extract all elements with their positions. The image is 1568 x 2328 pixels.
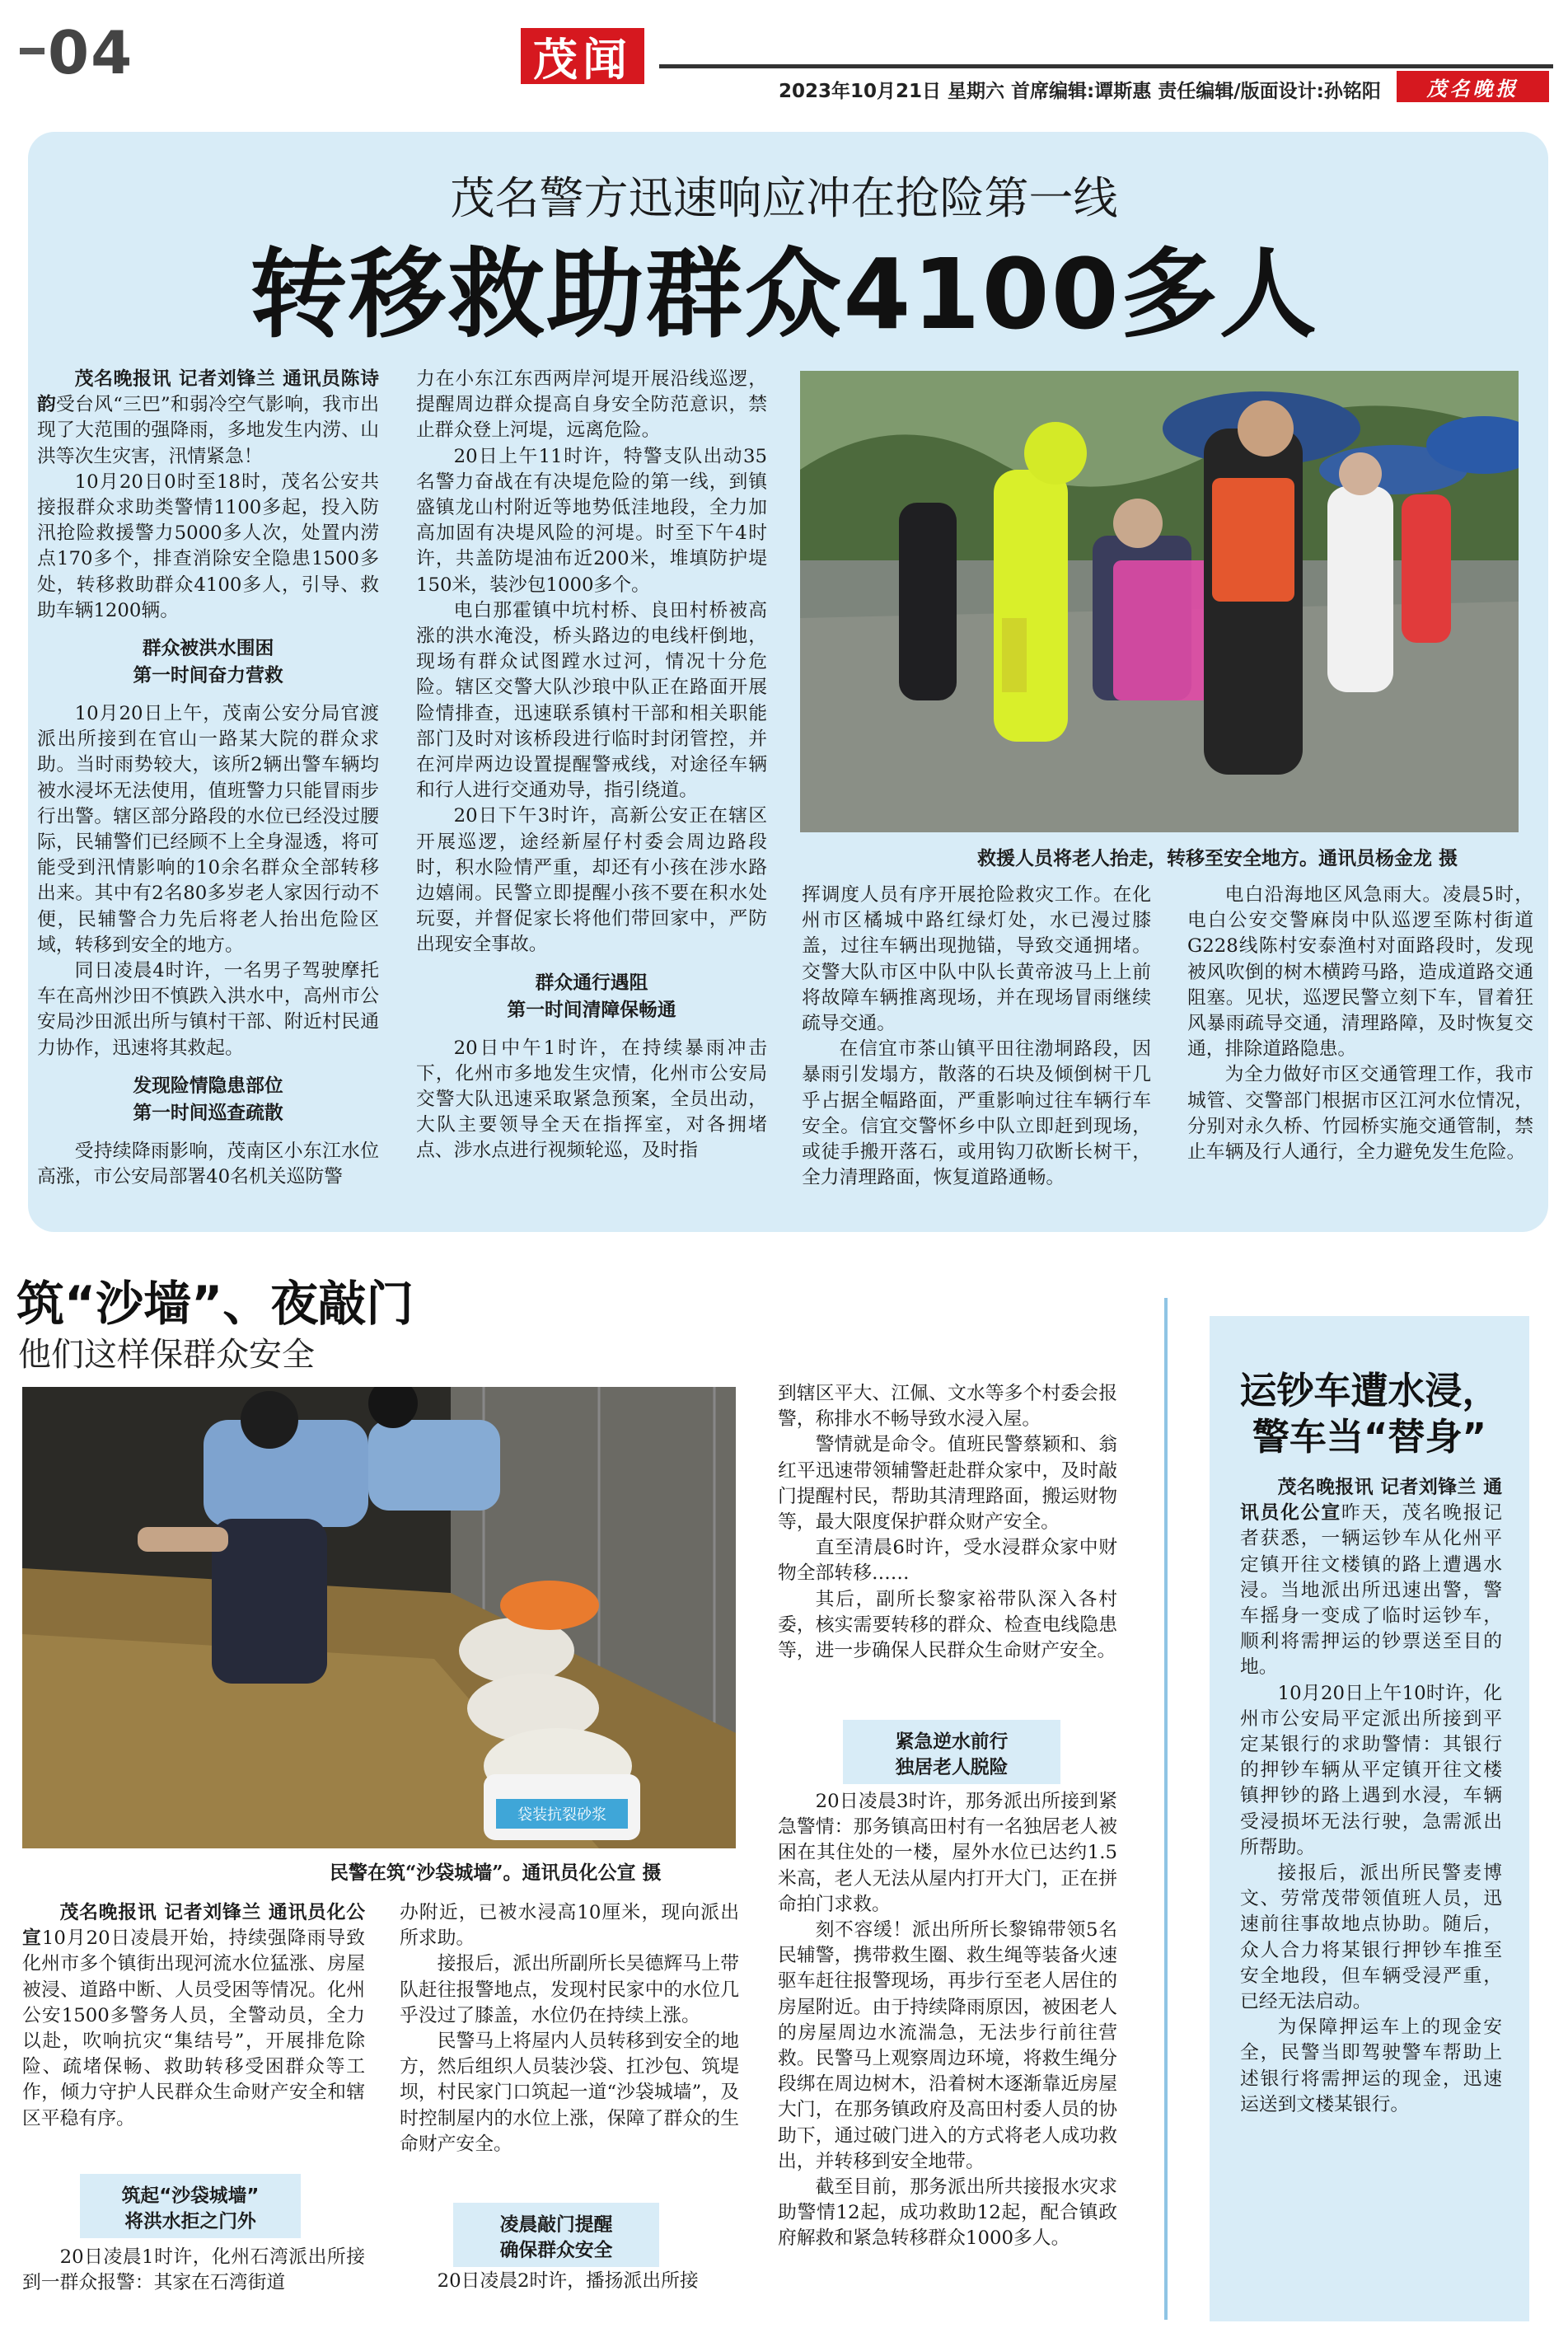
- paragraph: 挥调度人员有序开展抢险救灾工作。在化州市区橘城中路红绿灯处，水已漫过膝盖，过往车辆出现抛锚，导致交通拥堵。交警大队市区中队中队长黄帝波马上上前将故障车辆推离现场，并在现场冒雨继续疏导交通。: [802, 884, 1151, 1035]
- subheading-line: 确保群众安全: [499, 2240, 613, 2261]
- story2-byline: 茂名晚报讯 记者刘锋兰 通讯员化公宣: [22, 1902, 365, 1950]
- story2-column-2: [400, 1900, 739, 2157]
- story2-column-2-cont: [400, 2269, 739, 2294]
- paragraph: 20日凌晨3时许，那务派出所接到紧急警情：那务镇高田村有一名独居老人被困在其住处的一楼，屋外水位已达约1.5米高，老人无法从屋内打开大门，正在拼命拍门求救。: [778, 1791, 1117, 1915]
- subheading: [37, 1073, 379, 1127]
- section-title: 茂闻: [521, 28, 644, 84]
- top-story-kicker: 茂名警方迅速响应冲在抢险第一线: [450, 172, 1118, 224]
- story2-box-subheading-2: [453, 2203, 659, 2267]
- paragraph: 接报后，派出所民警麦博文、劳常茂带领值班人员，迅速前往事故地点协助。随后，众人合力将某银行押钞车推至安全地段，但车辆受浸严重，已经无法启动。: [1240, 1862, 1502, 2013]
- paragraph: 受台风“三巴”和弱冷空气影响，我市出现了大范围的强降雨，多地发生内涝、山洪等次生灾害，汛情紧急！: [37, 394, 380, 467]
- top-story-byline: 茂名晚报讯 记者刘锋兰 通讯员陈诗韵: [37, 368, 379, 416]
- story2-subhead: 他们这样保群众安全: [18, 1336, 315, 1374]
- header-rule: [659, 64, 1553, 68]
- sidebar-headline: [1210, 1368, 1529, 1460]
- paragraph: 20日中午1时许，在持续暴雨冲击下，化州市多地发生灾情，化州市公安局交警大队迅速采取紧急预案，全员出动，大队主要领导全天在指挥室，对各拥堵点、涉水点进行视频轮巡，及时指: [416, 1037, 767, 1162]
- paragraph: 在信宜市茶山镇平田往渤垌路段，因暴雨引发塌方，散落的石块及倾倒树干几乎占据全幅路面，严重影响过往车辆行车安全。信宜交警怀乡中队立即赶到现场，或徒手搬开落石，或用钩刀砍断长树干，全力清理路面，恢复道路通畅。: [802, 1038, 1151, 1189]
- sidebar-headline-line: 运钞车遭水浸，: [1239, 1369, 1500, 1412]
- subheading-line: 独居老人脱险: [895, 1757, 1009, 1778]
- subheading-line: 群众被洪水围困: [142, 638, 274, 660]
- paragraph: 为保障押运车上的现金安全，民警当即驾驶警车帮助上述银行将需押运的现金，迅速运送到文楼某银行。: [1240, 2017, 1502, 2115]
- paragraph: 昨天，茂名晚报记者获悉，一辆运钞车从化州平定镇开往文楼镇的路上遭遇水浸。当地派出所迅速出警，警车摇身一变成了临时运钞车，顺利将需押运的钞票送至目的地。: [1240, 1502, 1503, 1679]
- top-story-column-3: [802, 883, 1151, 1191]
- paragraph: 电白沿海地区风急雨大。凌晨5时，电白公安交警麻岗中队巡逻至陈村街道G228线陈村安泰渔村对面路段时，发现被风吹倒的树木横跨马路，造成道路交通阻塞。见状，巡逻民警立刻下车，冒着狂风暴雨疏导交通，清理路障，及时恢复交通，排除道路隐患。: [1187, 884, 1533, 1061]
- sandbag-label-text: 袋装抗裂砂浆: [517, 1806, 606, 1824]
- paragraph: 到辖区平大、江佩、文水等多个村委会报警，称排水不畅导致水浸入屋。: [778, 1383, 1117, 1431]
- rescue-photo-caption: 救援人员将老人抬走，转移至安全地方。通讯员杨金龙 摄: [977, 847, 1458, 869]
- rescue-photo: [800, 371, 1519, 832]
- page-number-dash: [20, 48, 44, 54]
- paragraph: 民警马上将屋内人员转移到安全的地方，然后组织人员装沙袋、扛沙包、筑堤坝，村民家门口筑起一道“沙袋城墙”，及时控制屋内的水位上涨，保障了群众的生命财产安全。: [400, 2031, 739, 2155]
- story2-column-1: [22, 1900, 365, 2132]
- paragraph: 20日凌晨1时许，化州石湾派出所接到一群众报警：其家在石湾街道: [22, 2246, 365, 2294]
- story2-box-subheading-1: [80, 2174, 301, 2238]
- paragraph: 截至目前，那务派出所共接报水灾求助警情12起，成功救助12起，配合镇政府解救和紧急转移群众1000多人。: [778, 2176, 1117, 2250]
- subheading-line: 第一时间奋力营救: [133, 665, 283, 687]
- subheading-line: 紧急逆水前行: [895, 1731, 1009, 1753]
- paragraph: 办附近，已被水浸高10厘米，现向派出所求助。: [400, 1902, 739, 1950]
- top-story-column-2: [416, 367, 767, 1164]
- subheading-line: 群众通行遇阻: [535, 972, 648, 994]
- paragraph: 同日凌晨4时许，一名男子驾驶摩托车在高州沙田不慎跌入洪水中，高州市公安局沙田派出所与镇村干部、附近村民通力协作，迅速将其救起。: [37, 960, 379, 1059]
- subheading-line: 发现险情隐患部位: [133, 1075, 283, 1097]
- column-divider: [1164, 1298, 1168, 2320]
- sandbag-photo-caption: 民警在筑“沙袋城墙”。通讯员化公宣 摄: [330, 1862, 662, 1884]
- paragraph: 20日下午3时许，高新公安正在辖区开展巡逻，途经新屋仔村委会周边路段时，积水险情严重，却还有小孩在涉水路边嬉闹。民警立即提醒小孩不要在积水处玩耍，并督促家长将他们带回家中，严防出现安全事故。: [416, 805, 767, 956]
- paragraph: 警情就是命令。值班民警蔡颖和、翁红平迅速带领辅警赶赴群众家中，及时敲门提醒村民，帮助其清理路面，搬运财物等，最大限度保护群众财产安全。: [778, 1434, 1117, 1534]
- paragraph: 电白那霍镇中坑村桥、良田村桥被高涨的洪水淹没，桥头路边的电线杆倒地，现场有群众试图蹚水过河，情况十分危险。辖区交警大队沙琅中队正在路面开展险情排查，迅速联系镇村干部和相关职能部门及时对该桥段进行临时封闭管控，并在河岸两边设置提醒警戒线，对途径车辆和行人进行交通劝导，指引绕道。: [416, 599, 767, 802]
- newspaper-logo: 茂名晚报: [1397, 71, 1549, 102]
- paragraph: 10月20日0时至18时，茂名公安共接报群众求助类警情1100多起，投入防汛抢险救援警力5000多人次，处置内涝点170多个，排查消除安全隐患1500多处，转移救助群众4100多人，引导、救助车辆1200辆。: [37, 471, 379, 621]
- paragraph: 20日上午11时许，特警支队出动35名警力奋战在有决堤危险的第一线，到镇盛镇龙山村附近等地势低洼地段，全力加高加固有决堤风险的河堤。时至下午4时许，共盖防堤油布近200米，堆填防护堤150米，装沙包1000多个。: [416, 445, 767, 596]
- subheading: [37, 635, 379, 690]
- sidebar-headline-line: 警车当“替身”: [1252, 1415, 1487, 1459]
- paragraph: 受持续降雨影响，茂南区小东江水位高涨，市公安局部署40名机关巡防警: [37, 1140, 379, 1188]
- paragraph: 刻不容缓！派出所所长黎锦带领5名民辅警，携带救生圈、救生绳等装备火速驱车赶往报警现场，再步行至老人居住的房屋附近。由于持续降雨原因，被困老人的房屋周边水流湍急，无法步行前往营救。民警马上观察周边环境，将救生绳分段绑在周边树木，沿着树木逐渐靠近房屋大门，在那务镇政府及高田村委人员的协助下，通过破门进入的方式将老人成功救出，并转移到安全地带。: [778, 1919, 1117, 2172]
- paragraph: 10月20日上午10时许，化州市公安局平定派出所接到平定某银行的求助警情：其银行的押钞车辆从平定镇开往文楼镇押钞的路上遇到水浸，车辆受浸损坏无法行驶，急需派出所帮助。: [1240, 1682, 1502, 1858]
- story2-box-subheading-3: [843, 1720, 1060, 1784]
- rescue-photo-illustration: [800, 371, 1519, 832]
- paragraph: 直至清晨6时许，受水浸群众家中财物全部转移……: [778, 1537, 1117, 1585]
- story2-headline: 筑“沙墙”、夜敲门: [16, 1276, 414, 1332]
- paragraph: 其后，副所长黎家裕带队深入各村委，核实需要转移的群众、检查电线隐患等，进一步确保人民群众生命财产安全。: [778, 1588, 1117, 1662]
- paragraph: 力在小东江东西两岸河堤开展沿线巡逻，提醒周边群众提高自身安全防范意识，禁止群众登上河堤，远离危险。: [416, 368, 767, 442]
- subheading-line: 凌晨敲门提醒: [499, 2214, 613, 2236]
- paragraph: 10月20日上午，茂南公安分局官渡派出所接到在官山一路某大院的群众求助。当时雨势较大，该所2辆出警车辆均被水浸坏无法使用，值班警力只能冒雨步行出警。辖区部分路段的水位已经没过腰际，民辅警们已经顾不上全身湿透，将可能受到汛情影响的10余名群众全部转移出来。其中有2名80多岁老人家因行动不便，民辅警合力先后将老人抬出危险区域，转移到安全的地方。: [37, 703, 379, 956]
- paragraph: 10月20日凌晨开始，持续强降雨导致化州市多个镇街出现河流水位猛涨、房屋被浸、道路中断、人员受困等情况。化州公安1500多警务人员，全警动员，全力以赴，吹响抗灾“集结号”，开展排危除险、疏堵保畅、救助转移受困群众等工作，倾力守护人民群众生命财产安全和辖区平稳有序。: [22, 1928, 365, 2129]
- issue-info: 2023年10月21日 星期六 首席编辑:谭斯惠 责任编辑/版面设计:孙铭阳: [779, 81, 1381, 102]
- sandbag-photo-illustration: [22, 1387, 736, 1848]
- page-number: 04: [48, 18, 134, 87]
- top-story-headline: 转移救助群众4100多人: [250, 237, 1318, 351]
- story2-column-1-cont: [22, 2245, 365, 2296]
- paragraph: 为全力做好市区交通管理工作，我市城管、交警部门根据市区江河水位情况，分别对永久桥、竹园桥实施交通管制，禁止车辆及行人通行，全力避免发生危险。: [1187, 1064, 1533, 1164]
- subheading-line: 第一时间清障保畅通: [507, 999, 676, 1021]
- sidebar-column: [1240, 1475, 1502, 2118]
- sandbag-photo: [22, 1387, 736, 1848]
- paragraph: 20日凌晨2时许，播扬派出所接: [437, 2270, 699, 2292]
- subheading-line: 将洪水拒之门外: [124, 2211, 256, 2232]
- paragraph: 接报后，派出所副所长吴德辉马上带队赶往报警地点，发现村民家中的水位几乎没过了膝盖，水位仍在持续上涨。: [400, 1953, 739, 2026]
- top-story-column-4: [1187, 883, 1533, 1165]
- sidebar-byline: 茂名晚报讯 记者刘锋兰 通讯员化公宣: [1240, 1477, 1502, 1525]
- story2-column-3-cont: [778, 1789, 1117, 2252]
- subheading-line: 第一时间巡查疏散: [133, 1102, 283, 1124]
- story2-column-3: [778, 1381, 1117, 1664]
- subheading-line: 筑起“沙袋城墙”: [121, 2185, 260, 2207]
- subheading: [416, 970, 767, 1024]
- top-story-column-1: [37, 367, 379, 1190]
